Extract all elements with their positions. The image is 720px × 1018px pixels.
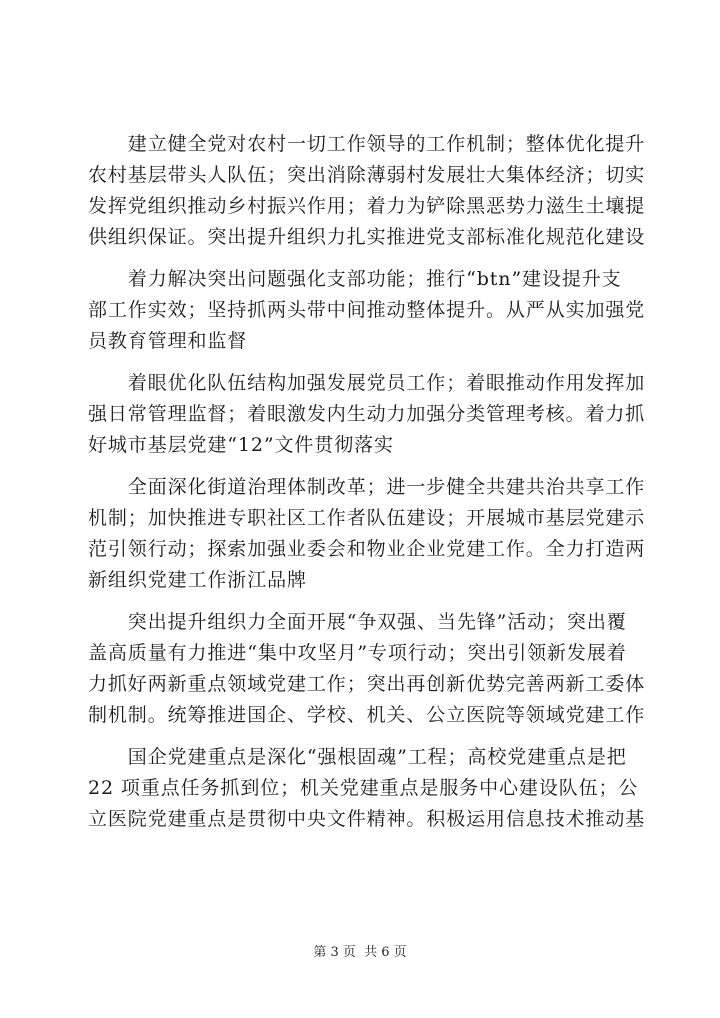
- text-line: 着力解决突出问题强化支部功能；推行“btn”建设提升支: [88, 268, 622, 290]
- text-line: 22 项重点任务抓到位；机关党建重点是服务中心建设队伍；公: [88, 777, 639, 799]
- text-line: 供组织保证。突出提升组织力扎实推进党支部标准化规范化建设: [88, 226, 646, 248]
- text-line: 力抓好两新重点领域党建工作；突出再创新优势完善两新工委体: [88, 673, 646, 695]
- paragraph-street-governance: [88, 472, 646, 596]
- document-body: [88, 129, 646, 846]
- paragraph-new-organizations: [88, 607, 646, 731]
- text-line: 国企党建重点是深化“强根固魂”工程；高校党建重点是把: [88, 746, 627, 768]
- paragraph-sector-priorities: [88, 742, 646, 835]
- text-line: 制机制。统筹推进国企、学校、机关、公立医院等领域党建工作: [88, 704, 646, 726]
- text-line: 机制；加快推进专职社区工作者队伍建设；开展城市基层党建示: [88, 507, 646, 529]
- text-line: 范引领行动；探索加强业委会和物业企业党建工作。全力打造两: [88, 538, 646, 560]
- text-line: 立医院党建重点是贯彻中央文件精神。积极运用信息技术推动基: [88, 808, 646, 830]
- text-line: 全面深化街道治理体制改革；进一步健全共建共治共享工作: [88, 476, 646, 498]
- text-line: 新组织党建工作浙江品牌: [88, 569, 307, 591]
- text-line: 强日常管理监督；着眼激发内生动力加强分类管理考核。着力抓: [88, 403, 646, 425]
- text-line: 部工作实效；坚持抓两头带中间推动整体提升。从严从实加强党: [88, 299, 646, 321]
- page-number: 第 3 页 共 6 页: [313, 945, 407, 960]
- text-line: 建立健全党对农村一切工作领导的工作机制；整体优化提升: [88, 133, 646, 155]
- text-line: 盖高质量有力推进“集中攻坚月”专项行动；突出引领新发展着: [88, 642, 627, 664]
- text-line: 农村基层带头人队伍；突出消除薄弱村发展壮大集体经济；切实: [88, 164, 646, 186]
- text-line: 员教育管理和监督: [88, 330, 248, 352]
- paragraph-rural-party-building: [88, 129, 646, 253]
- page-footer: [0, 941, 720, 960]
- text-line: 发挥党组织推动乡村振兴作用；着力为铲除黑恶势力滋生土壤提: [88, 195, 646, 217]
- paragraph-branch-function: [88, 264, 646, 357]
- text-line: 好城市基层党建“12”文件贯彻落实: [88, 434, 394, 456]
- text-line: 着眼优化队伍结构加强发展党员工作；着眼推动作用发挥加: [88, 372, 646, 394]
- text-line: 突出提升组织力全面开展“争双强、当先锋”活动；突出覆: [88, 611, 627, 633]
- paragraph-member-management: [88, 368, 646, 461]
